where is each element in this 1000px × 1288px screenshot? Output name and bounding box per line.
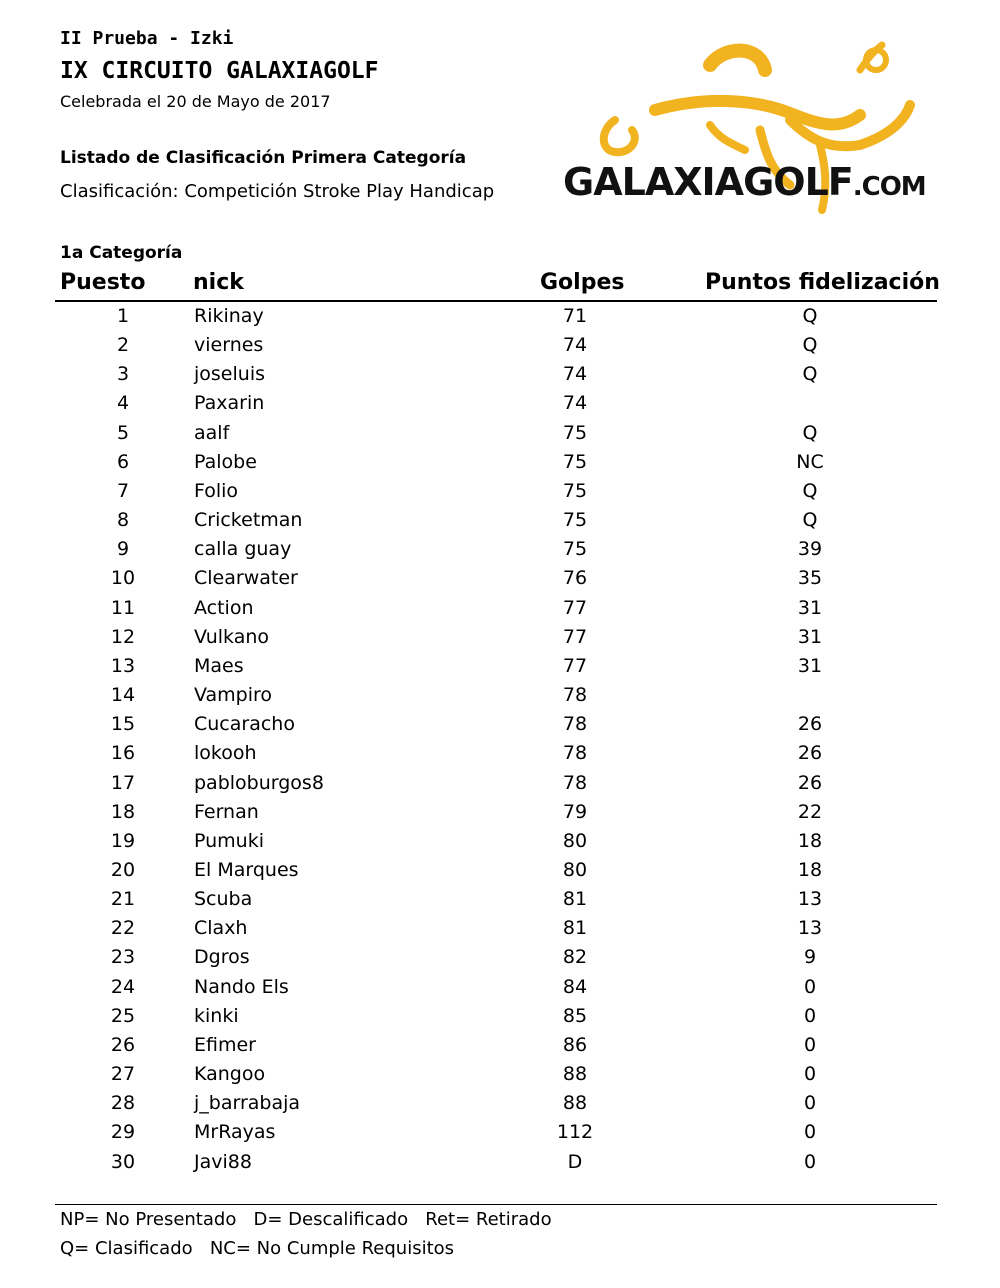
classification-table — [0, 303, 1000, 1178]
cell-puntos: 22 — [797, 800, 823, 823]
cell-puntos: 0 — [803, 1150, 817, 1173]
cell-puesto: 8 — [116, 509, 130, 532]
cell-puesto: 5 — [116, 421, 130, 444]
cell-puntos: 13 — [797, 917, 823, 940]
cell-puntos: 0 — [803, 1121, 817, 1144]
cell-puntos: 18 — [797, 858, 823, 881]
list-title: Listado de Clasificación Primera Categoría — [60, 148, 467, 168]
cell-puesto: 29 — [110, 1121, 136, 1144]
table-row — [0, 1119, 1000, 1148]
cell-puesto: 10 — [110, 567, 136, 590]
column-header-golpes: Golpes — [540, 270, 625, 295]
cell-nick: Efimer — [194, 1033, 256, 1056]
column-header-nick: nick — [193, 270, 244, 295]
cell-puntos: 0 — [803, 975, 817, 998]
table-row — [0, 536, 1000, 565]
cell-puesto: 12 — [110, 625, 136, 648]
cell-nick: Scuba — [194, 888, 253, 911]
table-row — [0, 361, 1000, 390]
column-header-puesto: Puesto — [60, 270, 146, 295]
category-label: 1a Categoría — [60, 243, 183, 263]
cell-puntos: 0 — [803, 1004, 817, 1027]
table-row — [0, 1061, 1000, 1090]
cell-puntos: Q — [802, 421, 818, 444]
cell-puesto: 19 — [110, 829, 136, 852]
cell-golpes: 77 — [562, 596, 588, 619]
cell-golpes: 79 — [562, 800, 588, 823]
cell-golpes: 86 — [562, 1033, 588, 1056]
cell-golpes: 78 — [562, 684, 588, 707]
cell-puesto: 4 — [116, 392, 130, 415]
cell-puntos: 26 — [797, 713, 823, 736]
cell-golpes: 74 — [562, 334, 588, 357]
cell-puntos: Q — [802, 363, 818, 386]
cell-nick: Paxarin — [194, 392, 265, 415]
cell-golpes: 74 — [562, 363, 588, 386]
table-row — [0, 507, 1000, 536]
cell-nick: viernes — [194, 334, 264, 357]
cell-puesto: 26 — [110, 1033, 136, 1056]
table-row — [0, 449, 1000, 478]
cell-puntos: NC — [796, 450, 824, 473]
cell-nick: Dgros — [194, 946, 250, 969]
cell-golpes: 82 — [562, 946, 588, 969]
cell-golpes: 76 — [562, 567, 588, 590]
table-row — [0, 390, 1000, 419]
cell-golpes: 112 — [556, 1121, 594, 1144]
table-row — [0, 740, 1000, 769]
table-row — [0, 886, 1000, 915]
cell-puesto: 9 — [116, 538, 130, 561]
cell-golpes: 80 — [562, 829, 588, 852]
cell-golpes: 77 — [562, 625, 588, 648]
circuit-title: IX CIRCUITO GALAXIAGOLF — [60, 58, 379, 84]
galaxiagolf-logo — [563, 160, 926, 204]
cell-puesto: 28 — [110, 1092, 136, 1115]
event-date: Celebrada el 20 de Mayo de 2017 — [60, 92, 331, 111]
classification-type: Clasificación: Competición Stroke Play Handicap — [60, 181, 495, 202]
table-row — [0, 1003, 1000, 1032]
cell-golpes: 75 — [562, 421, 588, 444]
cell-puntos: 18 — [797, 829, 823, 852]
cell-golpes: 85 — [562, 1004, 588, 1027]
cell-puntos: 0 — [803, 1092, 817, 1115]
table-row — [0, 828, 1000, 857]
table-row — [0, 799, 1000, 828]
cell-puesto: 30 — [110, 1150, 136, 1173]
cell-nick: Pumuki — [194, 829, 264, 852]
cell-nick: aalf — [194, 421, 230, 444]
cell-puesto: 1 — [116, 305, 130, 327]
cell-puntos: 31 — [797, 596, 823, 619]
table-row — [0, 595, 1000, 624]
cell-golpes: 78 — [562, 771, 588, 794]
table-row — [0, 624, 1000, 653]
cell-nick: Cricketman — [194, 509, 303, 532]
cell-golpes: 78 — [562, 713, 588, 736]
cell-puntos: 31 — [797, 625, 823, 648]
cell-puntos: 35 — [797, 567, 823, 590]
cell-puesto: 6 — [116, 450, 130, 473]
cell-golpes: 77 — [562, 654, 588, 677]
cell-puntos: 26 — [797, 771, 823, 794]
logo-brand: GALAXIAGOLF — [563, 160, 853, 204]
cell-puntos: Q — [802, 334, 818, 357]
table-row — [0, 915, 1000, 944]
cell-nick: Kangoo — [194, 1063, 266, 1086]
legend-line-1: NP= No Presentado D= Descalificado Ret= Retirado — [60, 1209, 552, 1230]
cell-nick: j_barrabaja — [194, 1092, 301, 1115]
table-row — [0, 565, 1000, 594]
table-row — [0, 420, 1000, 449]
header-divider — [55, 300, 937, 302]
logo-suffix: .COM — [852, 172, 926, 202]
cell-nick: Javi88 — [194, 1150, 252, 1173]
cell-nick: El Marques — [194, 858, 299, 881]
cell-nick: Cucaracho — [194, 713, 295, 736]
cell-nick: Rikinay — [194, 305, 264, 327]
cell-golpes: 75 — [562, 509, 588, 532]
table-row — [0, 1032, 1000, 1061]
cell-puesto: 2 — [116, 334, 130, 357]
cell-nick: Vulkano — [194, 625, 270, 648]
table-row — [0, 332, 1000, 361]
cell-puesto: 18 — [110, 800, 136, 823]
cell-puesto: 15 — [110, 713, 136, 736]
cell-nick: Palobe — [194, 450, 257, 473]
cell-puesto: 13 — [110, 654, 136, 677]
cell-puntos: 31 — [797, 654, 823, 677]
table-row — [0, 974, 1000, 1003]
cell-nick: Action — [194, 596, 254, 619]
footer-divider — [55, 1204, 937, 1205]
table-row — [0, 682, 1000, 711]
cell-nick: kinki — [194, 1004, 239, 1027]
cell-nick: Nando Els — [194, 975, 289, 998]
cell-puesto: 23 — [110, 946, 136, 969]
cell-nick: calla guay — [194, 538, 292, 561]
cell-puesto: 14 — [110, 684, 136, 707]
cell-puesto: 3 — [116, 363, 130, 386]
table-row — [0, 303, 1000, 332]
table-row — [0, 1090, 1000, 1119]
cell-puesto: 27 — [110, 1063, 136, 1086]
cell-nick: Folio — [194, 479, 239, 502]
cell-puesto: 25 — [110, 1004, 136, 1027]
cell-puesto: 22 — [110, 917, 136, 940]
cell-golpes: 74 — [562, 392, 588, 415]
cell-puntos: Q — [802, 305, 818, 327]
cell-golpes: 75 — [562, 538, 588, 561]
cell-puesto: 16 — [110, 742, 136, 765]
cell-puntos: Q — [802, 479, 818, 502]
table-row — [0, 711, 1000, 740]
cell-nick: joseluis — [194, 363, 265, 386]
cell-puntos: 0 — [803, 1063, 817, 1086]
cell-golpes: 88 — [562, 1063, 588, 1086]
cell-golpes: 75 — [562, 479, 588, 502]
cell-golpes: 78 — [562, 742, 588, 765]
table-row — [0, 857, 1000, 886]
cell-puntos: 13 — [797, 888, 823, 911]
cell-nick: pabloburgos8 — [194, 771, 324, 794]
cell-golpes: 88 — [562, 1092, 588, 1115]
cell-golpes: 81 — [562, 917, 588, 940]
cell-nick: Fernan — [194, 800, 259, 823]
table-row — [0, 944, 1000, 973]
table-row — [0, 770, 1000, 799]
legend-line-2: Q= Clasificado NC= No Cumple Requisitos — [60, 1238, 455, 1259]
cell-nick: Clearwater — [194, 567, 298, 590]
cell-puesto: 24 — [110, 975, 136, 998]
cell-nick: lokooh — [194, 742, 257, 765]
cell-nick: Claxh — [194, 917, 248, 940]
cell-puesto: 7 — [116, 479, 130, 502]
table-row — [0, 653, 1000, 682]
cell-golpes: 75 — [562, 450, 588, 473]
cell-nick: MrRayas — [194, 1121, 276, 1144]
column-header-puntos: Puntos fidelización — [705, 270, 940, 295]
cell-golpes: 71 — [562, 305, 588, 327]
table-row — [0, 478, 1000, 507]
cell-puntos: 0 — [803, 1033, 817, 1056]
cell-nick: Maes — [194, 654, 244, 677]
cell-nick: Vampiro — [194, 684, 273, 707]
event-subtitle: II Prueba - Izki — [60, 28, 234, 49]
cell-golpes: 81 — [562, 888, 588, 911]
cell-golpes: 84 — [562, 975, 588, 998]
cell-puesto: 17 — [110, 771, 136, 794]
cell-puntos: 26 — [797, 742, 823, 765]
cell-puntos: 39 — [797, 538, 823, 561]
cell-puntos: 9 — [803, 946, 817, 969]
cell-puesto: 11 — [110, 596, 136, 619]
table-row — [0, 1149, 1000, 1178]
cell-puntos: Q — [802, 509, 818, 532]
cell-puesto: 21 — [110, 888, 136, 911]
cell-puesto: 20 — [110, 858, 136, 881]
cell-golpes: D — [567, 1150, 583, 1173]
cell-golpes: 80 — [562, 858, 588, 881]
